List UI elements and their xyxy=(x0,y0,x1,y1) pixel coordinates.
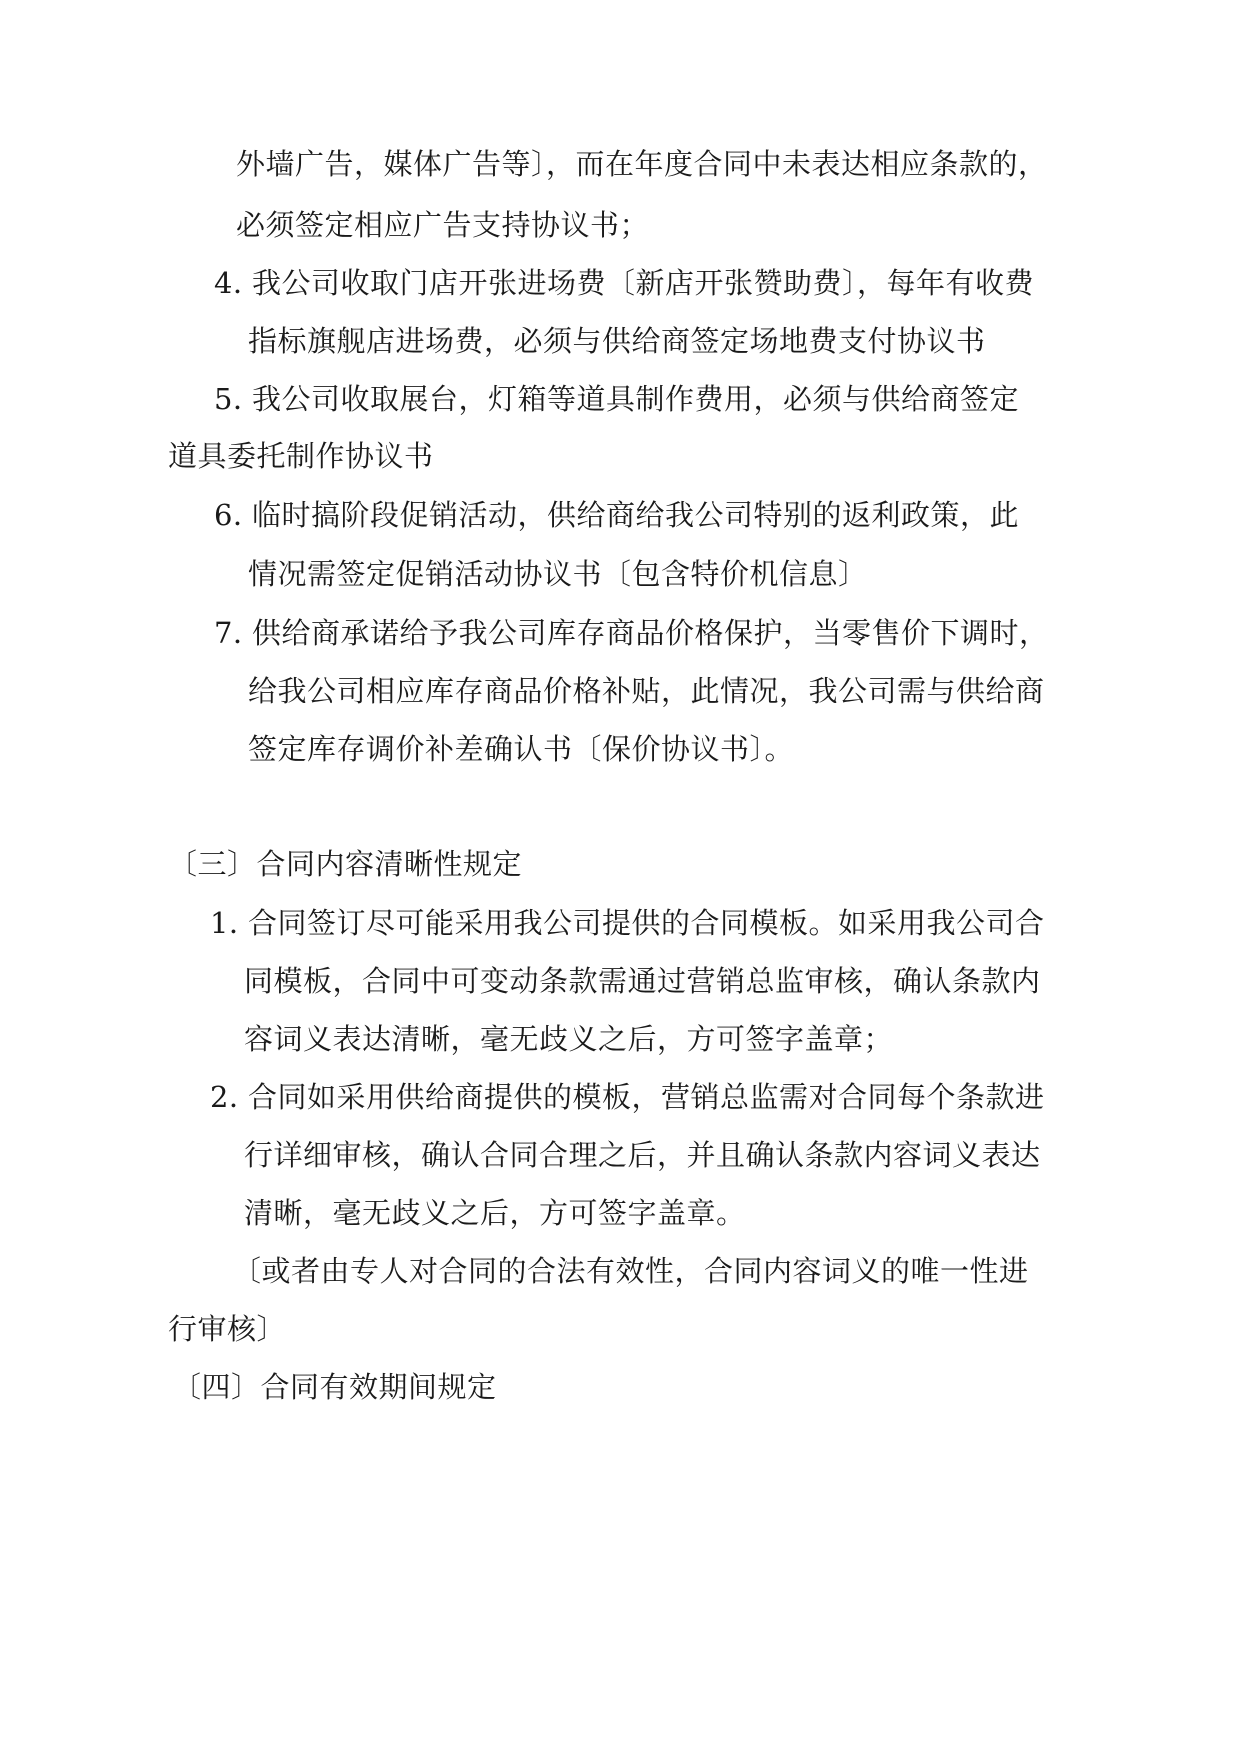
list-item-number: 7． xyxy=(214,616,263,650)
list-item-text: 合同如采用供给商提供的模板，营销总监需对合同每个条款进 xyxy=(248,1080,1045,1114)
list-item-number: 2． xyxy=(210,1080,259,1114)
list-item-number: 5． xyxy=(214,382,263,416)
list-item-number: 6． xyxy=(214,498,263,532)
list-item-4 xyxy=(214,264,1034,302)
section-heading-4: 〔四〕合同有效期间规定 xyxy=(172,1370,497,1404)
list-item-text: 我公司收取门店开张进场费〔新店开张赞助费〕，每年有收费 xyxy=(252,266,1035,300)
section3-item-1 xyxy=(210,904,1045,942)
section3-item-1-cont-1: 同模板，合同中可变动条款需通过营销总监审核，确认条款内 xyxy=(244,964,1041,998)
list-item-7 xyxy=(214,614,1049,652)
list-item-text: 供给商承诺给予我公司库存商品价格保护，当零售价下调时， xyxy=(252,616,1049,650)
section3-item-1-cont-2: 容词义表达清晰，毫无歧义之后，方可签字盖章； xyxy=(244,1022,894,1056)
section3-note-line-1: 〔或者由专人对合同的合法有效性，合同内容词义的唯一性进 xyxy=(232,1254,1029,1288)
intro-line-1: 外墙广告，媒体广告等〕，而在年度合同中未表达相应条款的， xyxy=(236,147,1048,181)
section-heading-3: 〔三〕合同内容清晰性规定 xyxy=(168,847,523,881)
intro-line-2: 必须签定相应广告支持协议书； xyxy=(236,208,650,242)
section3-item-2 xyxy=(210,1078,1045,1116)
list-item-5 xyxy=(214,380,1019,418)
list-item-number: 1． xyxy=(210,906,259,940)
list-item-4-cont: 指标旗舰店进场费，必须与供给商签定场地费支付协议书 xyxy=(248,324,986,358)
list-item-text: 我公司收取展台，灯箱等道具制作费用，必须与供给商签定 xyxy=(252,382,1020,416)
list-item-7-cont-1: 给我公司相应库存商品价格补贴，此情况，我公司需与供给商 xyxy=(248,674,1045,708)
list-item-text: 合同签订尽可能采用我公司提供的合同模板。如采用我公司合 xyxy=(248,906,1045,940)
section3-item-2-cont-1: 行详细审核，确认合同合理之后，并且确认条款内容词义表达 xyxy=(244,1138,1041,1172)
list-item-6-cont: 情况需签定促销活动协议书〔包含特价机信息〕 xyxy=(248,557,868,591)
section3-item-2-cont-2: 清晰，毫无歧义之后，方可签字盖章。 xyxy=(244,1196,746,1230)
list-item-text: 临时搞阶段促销活动，供给商给我公司特别的返利政策，此 xyxy=(252,498,1020,532)
section3-note-line-2: 行审核〕 xyxy=(168,1312,287,1346)
list-item-6 xyxy=(214,496,1019,534)
list-item-7-cont-2: 签定库存调价补差确认书〔保价协议书〕。 xyxy=(248,732,795,766)
list-item-number: 4． xyxy=(214,266,263,300)
list-item-5-cont: 道具委托制作协议书 xyxy=(168,439,434,473)
